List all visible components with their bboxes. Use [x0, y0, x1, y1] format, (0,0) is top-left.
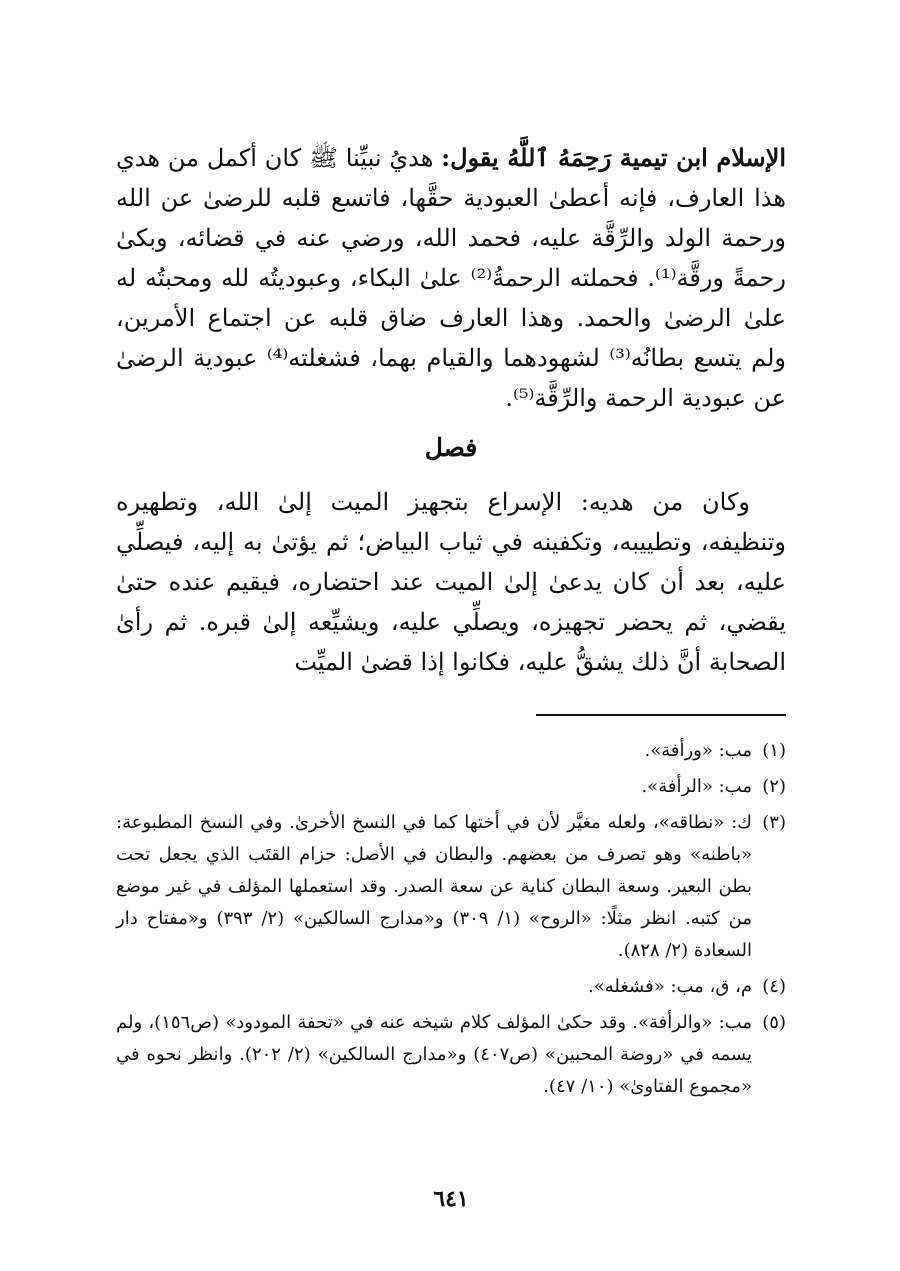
footnote-item [116, 735, 786, 767]
footnote-text: مب: «والرأفة». وقد حكىٰ المؤلف كلام شيخه عنه في «تحفة المودود» (ص١٥٦)، ولم يسمه في «روضة المحبين» (ص٤٠٧) و«مدارج السالكين» (٢/ ٢٠٢). وانظر نحوه في «مجموع الفتاوىٰ» (١٠/ ٤٧). [116, 1012, 752, 1097]
footnote-number: (٢) [762, 776, 786, 797]
footnote-number: (٥) [762, 1012, 786, 1033]
section-heading: فصل [424, 433, 478, 462]
paragraph-2: وكان من هديه: الإسراع بتجهيز الميت إلىٰ الله، وتطهيره وتنظيفه، وتطييبه، وتكفينه في ثياب البياض؛ ثم يؤتىٰ به إليه، فيصلِّي عليه، بعد أن كان يدعىٰ إلىٰ الميت عند احتضاره، فيقيم عنده حتىٰ يقضي، ثم يحضر تجهيزه، ويصلِّي عليه، ويشيِّعه إلىٰ قبره. ثم رأىٰ الصحابة أنَّ ذلك يشقُّ عليه، فكانوا إذا قضىٰ الميِّت [116, 488, 786, 676]
footnote-number: (٤) [762, 976, 786, 997]
footnote-number: (١) [762, 740, 786, 761]
footnote-item [116, 971, 786, 1003]
footnote-text: م، ق، مب: «فشغله». [588, 976, 752, 997]
footnote-number: (٣) [762, 812, 786, 833]
paragraph-1-body: هديُ نبيِّنا ﷺ كان أكمل من هدي هذا العارف، فإنه أعطىٰ العبودية حقَّها، فاتسع قلبه للرضىٰ عن الله ورحمة الولد والرِّقَّة عليه، فحمد الله، ورضي عنه في قضائه، وبكىٰ رحمةً ورقَّة⁽¹⁾. فحملته الرحمةُ⁽²⁾ علىٰ البكاء، وعبوديتُه لله ومحبتُه له علىٰ الرضىٰ والحمد. وهذا العارف ضاق قلبه عن اجتماع الأمرين، ولم يتسع بطانُه⁽³⁾ لشهودهما والقيام بهما، فشغلته⁽⁴⁾ عبودية الرضىٰ عن عبودية الرحمة والرِّقَّة⁽⁵⁾. [116, 144, 787, 412]
footnote-text: مب: «ورأفة». [644, 740, 752, 761]
footnote-text: مب: «الرأفة». [641, 776, 752, 797]
paragraph-1 [116, 138, 786, 418]
footnote-item [116, 807, 786, 967]
main-text [116, 138, 786, 682]
page-body [116, 138, 787, 1212]
footnotes-list [116, 735, 786, 1107]
footnote-text: ك: «نطاقه»، ولعله مغيَّر لأن في أختها كما في النسخ الأخرىٰ. وفي النسخ المطبوعة: «باطنه» وهو تصرف من بعضهم. والبطان في الأصل: حزام القتَب الذي يجعل تحت بطن البعير. وسعة البطان كناية عن سعة الصدر. وقد استعملها المؤلف في غير موضع من كتبه. انظر مثلًا: «الروح» (١/ ٣٠٩) و«مدارج السالكين» (٢/ ٣٩٣) و«مفتاح دار السعادة (٢/ ٨٢٨). [116, 812, 752, 961]
footnote-item [116, 771, 786, 803]
page-number: ٦٤١ [433, 1186, 469, 1212]
footnote-separator [536, 714, 786, 716]
paragraph-1-bold-lead: الإسلام ابن تيمية رَحِمَهُ ٱللَّهُ يقول: [441, 143, 786, 172]
footnote-item [116, 1007, 786, 1103]
